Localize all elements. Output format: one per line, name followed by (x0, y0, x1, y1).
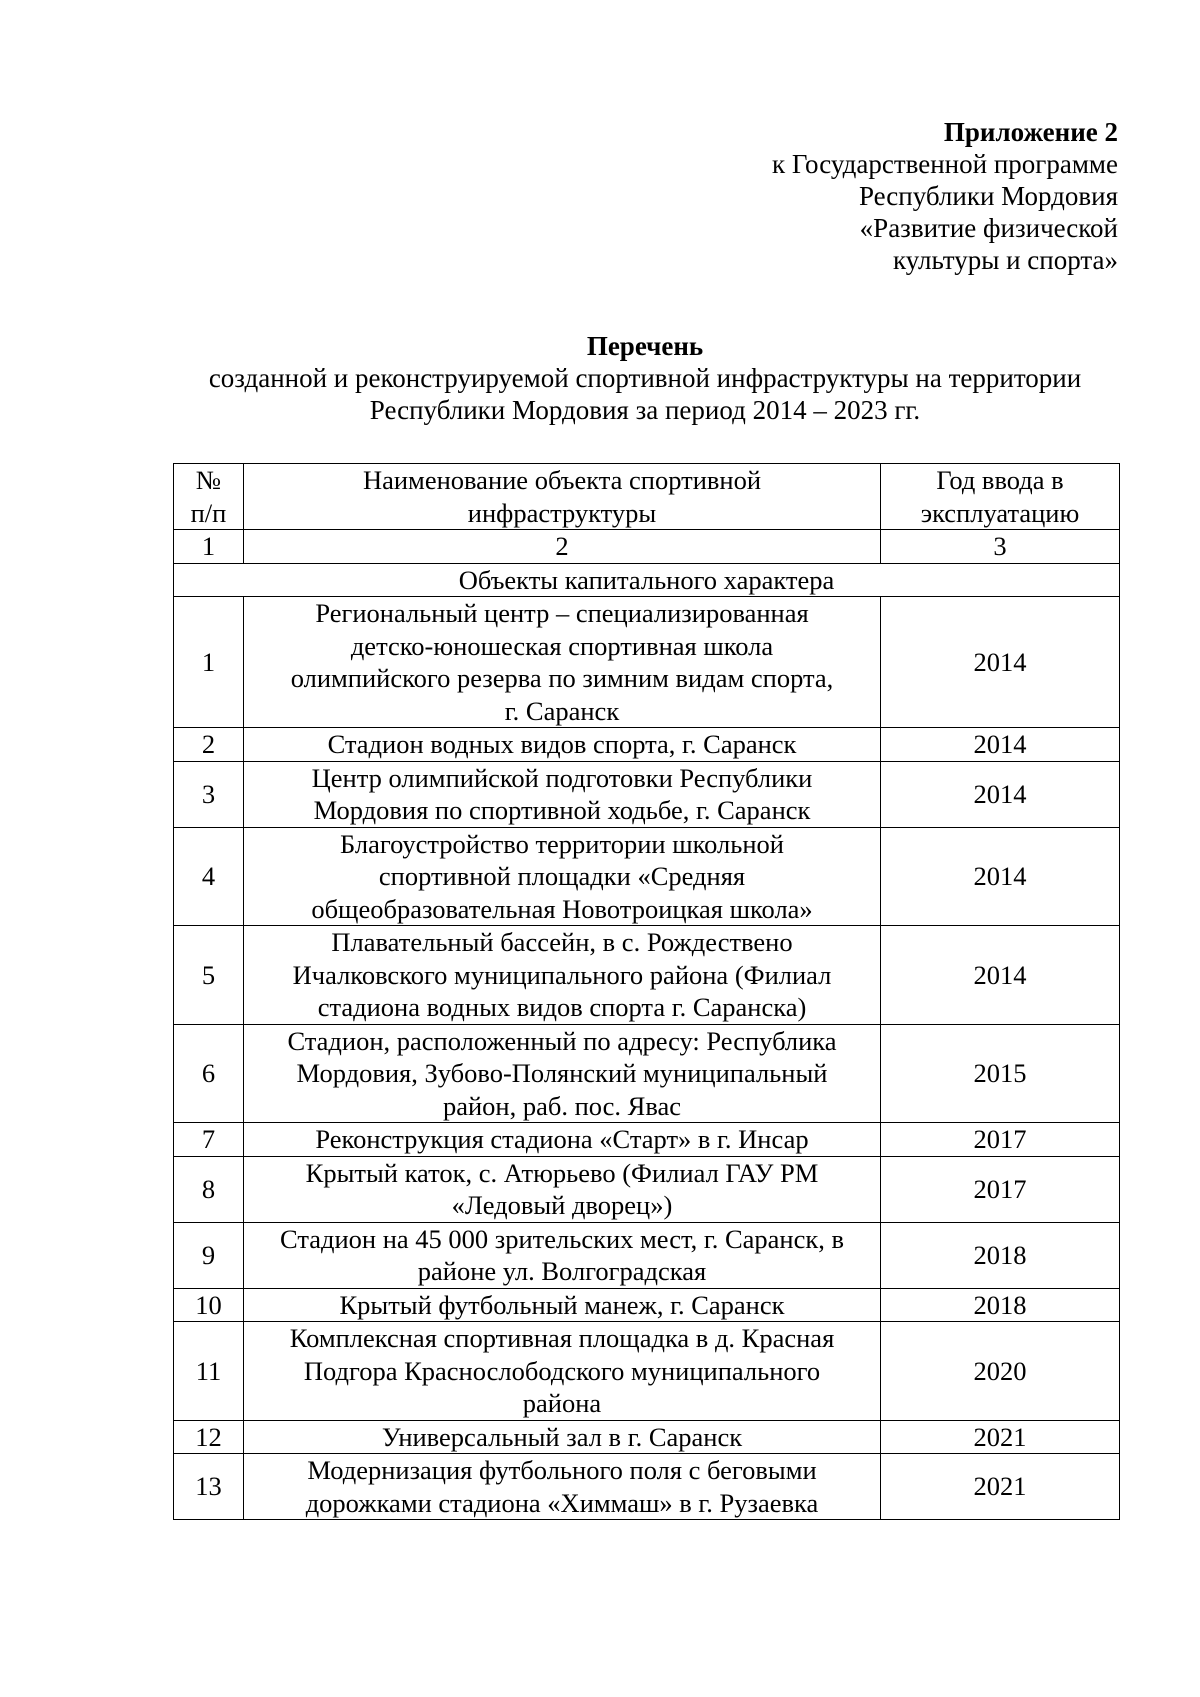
row-name-line: олимпийского резерва по зимним видам спорта, (290, 663, 834, 693)
row-year-cell: 2014 (881, 761, 1120, 827)
row-year-cell: 2017 (881, 1123, 1120, 1157)
table-row (174, 597, 1120, 728)
appendix-title: Приложение 2 (943, 117, 1118, 147)
document-subtitle-line: созданной и реконструируемой спортивной инфраструктуры на территории (208, 363, 1082, 393)
row-name-line: Региональный центр – специализированная (315, 598, 809, 628)
section-label: Объекты капитального характера (174, 563, 1120, 597)
row-name-line: дорожками стадиона «Химмаш» в г. Рузаевка (305, 1487, 819, 1518)
header-name-line: инфраструктуры (467, 497, 657, 528)
row-year-cell: 2021 (881, 1454, 1120, 1520)
appendix-line: культуры и спорта» (892, 245, 1118, 275)
row-number-cell: 12 (174, 1420, 244, 1454)
column-number-row (174, 530, 1120, 564)
row-year-cell: 2014 (881, 827, 1120, 926)
row-name-cell (244, 1454, 881, 1520)
infrastructure-table (173, 463, 1120, 1520)
row-name-line: Плавательный бассейн, в с. Рождествено (331, 927, 793, 957)
table-row (174, 926, 1120, 1025)
row-number-cell: 5 (174, 926, 244, 1025)
row-number-cell: 11 (174, 1322, 244, 1421)
row-name-cell (244, 1322, 881, 1421)
row-name-cell (244, 728, 881, 762)
header-year (881, 464, 1120, 530)
header-name-line: Наименование объекта спортивной (362, 465, 762, 495)
row-number-cell: 10 (174, 1288, 244, 1322)
row-number-cell: 6 (174, 1024, 244, 1123)
column-number-cell: 1 (174, 530, 244, 564)
document-subtitle-line: Республики Мордовия за период 2014 – 2023 гг. (369, 395, 921, 425)
row-name-cell (244, 1288, 881, 1322)
header-num-line: п/п (190, 497, 227, 528)
row-name-line: «Ледовый дворец») (451, 1190, 673, 1220)
row-name-cell (244, 1420, 881, 1454)
row-name-line: Благоустройство территории школьной (340, 828, 784, 859)
row-year-cell: 2014 (881, 926, 1120, 1025)
row-number-cell: 13 (174, 1454, 244, 1520)
row-name-line: Модернизация футбольного поля с беговыми (307, 1455, 817, 1485)
document-title: Перечень (586, 331, 704, 361)
row-name-line: Стадион водных видов спорта, г. Саранск (327, 729, 797, 759)
row-name-line: Стадион, расположенный по адресу: Республика (287, 1025, 837, 1056)
row-name-line: Ичалковского муниципального района (Филиал (292, 959, 832, 990)
row-name-cell (244, 1222, 881, 1288)
row-name-line: стадиона водных видов спорта г. Саранска) (317, 992, 807, 1022)
row-name-line: Реконструкция стадиона «Старт» в г. Инсар (315, 1124, 809, 1154)
appendix-line: к Государственной программе (771, 149, 1118, 179)
row-name-line: Центр олимпийской подготовки Республики (311, 762, 813, 793)
row-year-cell: 2014 (881, 597, 1120, 728)
row-name-line: общеобразовательная Новотроицкая школа» (311, 893, 813, 924)
row-name-line: Мордовия по спортивной ходьбе, г. Саранск (313, 795, 811, 825)
table-row (174, 728, 1120, 762)
row-number-cell: 1 (174, 597, 244, 728)
column-number-cell: 3 (881, 530, 1120, 564)
row-name-cell (244, 597, 881, 728)
table-row (174, 761, 1120, 827)
appendix-line: Республики Мордовия (858, 181, 1118, 211)
row-name-cell (244, 1024, 881, 1123)
row-name-line: районе ул. Волгоградская (417, 1256, 707, 1286)
header-row (174, 464, 1120, 530)
header-num-line: № (195, 465, 222, 495)
header-name (244, 464, 881, 530)
row-name-line: Стадион на 45 000 зрительских мест, г. Саранск, в (280, 1223, 844, 1254)
table-row (174, 1123, 1120, 1157)
row-number-cell: 3 (174, 761, 244, 827)
row-name-line: Мордовия, Зубово-Полянский муниципальный (296, 1058, 828, 1088)
header-num (174, 464, 244, 530)
table-row (174, 1288, 1120, 1322)
row-number-cell: 9 (174, 1222, 244, 1288)
row-name-cell (244, 827, 881, 926)
row-name-line: спортивной площадки «Средняя (378, 861, 746, 891)
table-row (174, 1024, 1120, 1123)
row-year-cell: 2017 (881, 1156, 1120, 1222)
row-year-cell: 2021 (881, 1420, 1120, 1454)
row-number-cell: 8 (174, 1156, 244, 1222)
section-row (174, 563, 1120, 597)
header-year-line: Год ввода в (936, 465, 1064, 495)
row-year-cell: 2015 (881, 1024, 1120, 1123)
table-row (174, 1222, 1120, 1288)
table-row (174, 1454, 1120, 1520)
row-name-line: Универсальный зал в г. Саранск (381, 1421, 743, 1452)
row-name-cell (244, 761, 881, 827)
row-name-line: Подгора Краснослободского муниципального (303, 1355, 821, 1386)
row-name-line: Крытый футбольный манеж, г. Саранск (339, 1289, 785, 1320)
row-name-cell (244, 1123, 881, 1157)
table-row (174, 1156, 1120, 1222)
header-year-line: эксплуатацию (920, 497, 1080, 528)
row-number-cell: 4 (174, 827, 244, 926)
table-body (174, 464, 1120, 1520)
row-year-cell: 2018 (881, 1222, 1120, 1288)
column-number-cell: 2 (244, 530, 881, 564)
table-row (174, 1322, 1120, 1421)
appendix-block (598, 116, 1118, 276)
table-row (174, 827, 1120, 926)
row-name-line: детско-юношеская спортивная школа (350, 630, 774, 661)
row-year-cell: 2014 (881, 728, 1120, 762)
row-name-line: г. Саранск (504, 695, 620, 726)
row-number-cell: 2 (174, 728, 244, 762)
table-row (174, 1420, 1120, 1454)
appendix-line: «Развитие физической (859, 213, 1118, 243)
row-number-cell: 7 (174, 1123, 244, 1157)
document-heading (150, 330, 1140, 426)
row-year-cell: 2020 (881, 1322, 1120, 1421)
row-year-cell: 2018 (881, 1288, 1120, 1322)
row-name-line: Крытый каток, с. Атюрьево (Филиал ГАУ РМ (305, 1157, 819, 1188)
row-name-line: района (522, 1388, 602, 1418)
row-name-line: район, раб. пос. Явас (442, 1090, 682, 1121)
row-name-line: Комплексная спортивная площадка в д. Красная (289, 1323, 835, 1353)
row-name-cell (244, 926, 881, 1025)
row-name-cell (244, 1156, 881, 1222)
